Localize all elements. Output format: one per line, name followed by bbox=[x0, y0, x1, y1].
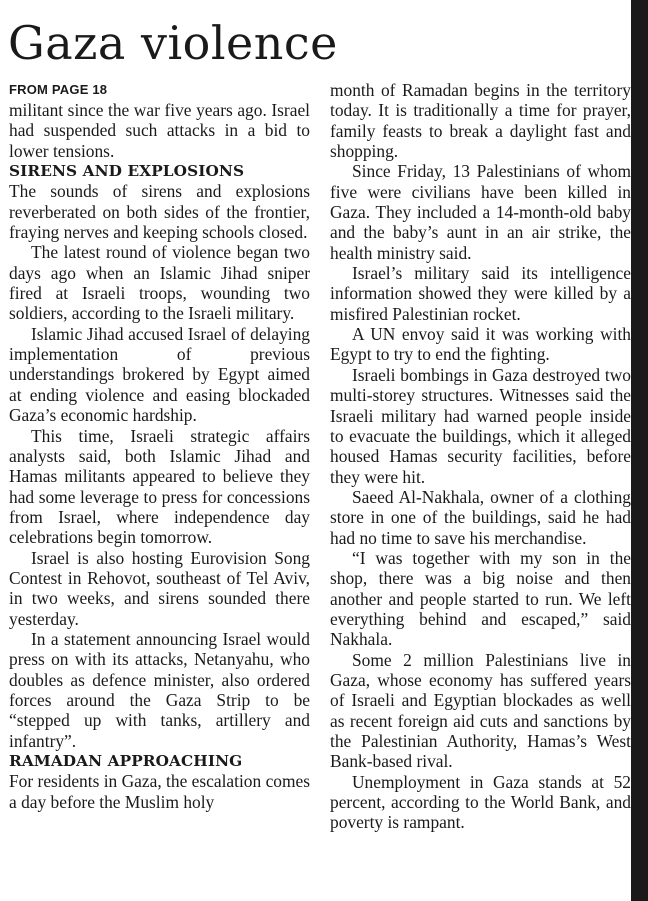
subheading-sirens: SIRENS AND EXPLOSIONS bbox=[9, 162, 245, 181]
paragraph: The latest round of violence began two days ago when an Islamic Jihad sniper fired at Israeli troops, wounding two soldiers, according to the Israeli military. bbox=[9, 242, 310, 324]
paragraph: month of Ramadan begins in the territory today. It is traditionally a time for prayer, family feasts to break a daylight fast and shopping. bbox=[330, 80, 631, 162]
scan-edge-border bbox=[631, 0, 648, 901]
paragraph: Israel’s military said its intelligence information showed they were killed by a misfired Palestinian rocket. bbox=[330, 263, 631, 324]
continued-from-label: FROM PAGE 18 bbox=[9, 82, 108, 97]
paragraph: Saeed Al-Nakhala, owner of a clothing store in one of the buildings, said he had had no time to save his merchandise. bbox=[330, 486, 631, 548]
paragraph: “I was together with my son in the shop, there was a big noise and then another and people started to run. We left everything behind and escaped,” said Nakhala. bbox=[330, 547, 631, 650]
paragraph: A UN envoy said it was working with Egypt to try to end the fighting. bbox=[330, 324, 631, 365]
paragraph: This time, Israeli strategic affairs analysts said, both Islamic Jihad and Hamas militants appeared to believe they had some leverage to press for concessions from Israel, where independence day celebrations begin tomorrow. bbox=[9, 425, 310, 548]
paragraph: Israeli bombings in Gaza destroyed two multi-storey structures. Witnesses said the Israeli military had warned people inside to evacuate the buildings, which it alleged housed Hamas security facilities, before they were hit. bbox=[330, 364, 631, 487]
article-column-left bbox=[9, 80, 310, 812]
headline: Gaza violence bbox=[8, 16, 338, 70]
paragraph: Since Friday, 13 Palestinians of whom five were civilians have been killed in Gaza. They included a 14-month-old baby and the baby’s aunt in an air strike, the health ministry said. bbox=[330, 161, 631, 263]
paragraph: Israel is also hosting Eurovision Song Contest in Rehovot, southeast of Tel Aviv, in two weeks, and sirens sounded there yesterday. bbox=[9, 547, 310, 629]
subheading-ramadan: RAMADAN APPROACHING bbox=[9, 752, 243, 770]
paragraph: Some 2 million Palestinians live in Gaza, whose economy has suffered years of Israeli and Egyptian blockades as well as recent foreign aid cuts and sanctions by the Palestinian Authority, Hamas’s West Bank-based rival. bbox=[330, 649, 631, 772]
paragraph: Unemployment in Gaza stands at 52 percent, according to the World Bank, and poverty is rampant. bbox=[330, 771, 631, 833]
article-column-right bbox=[330, 80, 631, 833]
paragraph: For residents in Gaza, the escalation comes a day before the Muslim holy bbox=[9, 771, 310, 812]
paragraph: In a statement announcing Israel would press on with its attacks, Netanyahu, who doubles as defence minister, also ordered forces around the Gaza Strip to be “stepped up with tanks, artillery and infantry”. bbox=[9, 628, 310, 751]
paragraph: Islamic Jihad accused Israel of delaying implementation of previous understandings brokered by Egypt aimed at ending violence and easing blockaded Gaza’s economic hardship. bbox=[9, 323, 310, 426]
paragraph: The sounds of sirens and explosions reverberated on both sides of the frontier, fraying nerves and keeping schools closed. bbox=[9, 181, 310, 243]
paragraph: militant since the war five years ago. Israel had suspended such attacks in a bid to lower tensions. bbox=[9, 100, 310, 161]
